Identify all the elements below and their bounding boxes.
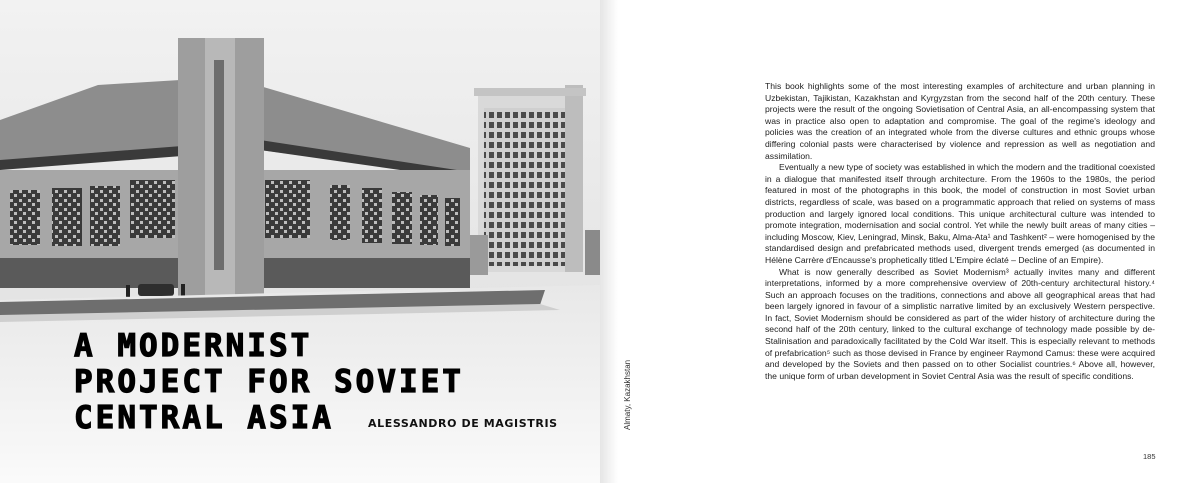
paragraph-3: What is now generally described as Soviet Modernism³ actually invites many and different interpretations, informed by a more comprehensive overview of 20th-century architectural history.⁴ Such an approach focuses on the traditions, connections and above all geographical areas that had been largely ignored in favour of a simplistic narrative limited by an exclusively Western perspective. In fact, Soviet Modernism should be considered as part of the wider history of architecture during the second half of the 20th century, linked to the cultural exchange of technology made possible by de-Stalinisation and paradoxically facilitated by the Cold War itself. This is especially relevant to methods of prefabrication⁵ such as those devised in France by engineer Raymond Camus: these were acquired and developed by the Soviets and then passed on to other Socialist countries.⁶ Above all, however, the unique form of urban development in Soviet Central Asia was the result of specific conditions. [765, 266, 1155, 381]
page-number: 185 [1143, 452, 1156, 461]
title-line-1: A MODERNIST [74, 328, 313, 364]
title-line-3: CENTRAL ASIA [74, 400, 334, 436]
car [138, 284, 174, 296]
tower-block [474, 85, 586, 272]
body-text [765, 81, 1155, 382]
gutter-shadow [600, 0, 618, 483]
author-name: ALESSANDRO DE MAGISTRIS [368, 417, 558, 430]
photo-caption: Almaty, Kazakhstan [623, 359, 632, 430]
paragraph-2: Eventually a new type of society was established in which the modern and the traditional coexisted in a dialogue that manifested itself through architecture. From the 1960s to the 1980s, the period featured in most of the photographs in this book, the model of construction in most Soviet urban districts, regardless of scale, was based on a programmatic approach that relied on systems of mass production and largely ignored local conditions. This unique architectural culture was intended to promote integration, modernisation and social control. Yet while the newly built areas of many cities – including Moscow, Kiev, Leningrad, Minsk, Baku, Alma-Ata¹ and Tashkent² – were homogenised by the standardised design and prefabricated methods used, divergent trends emerged (as documented in Hélène Carrère d'Encausse's prophetically titled L'Empire éclaté – Decline of an Empire). [765, 162, 1155, 265]
paragraph-1: This book highlights some of the most interesting examples of architecture and urban planning in Uzbekistan, Tajikistan, Kazakhstan and Kyrgyzstan from the second half of the 20th century. These projects were the result of the ongoing Sovietisation of Central Asia, an all-encompassing system that was in practice also open to adaptation and compromise. The goal of the regime's ideology and policies was the creation of an integrated whole from the diverse cultures and ethnic groups whose differing colonial pasts were characterised by violence and repression as well as negotiation and assimilation. [765, 81, 1155, 161]
title-line-2: PROJECT FOR SOVIET [74, 364, 464, 400]
